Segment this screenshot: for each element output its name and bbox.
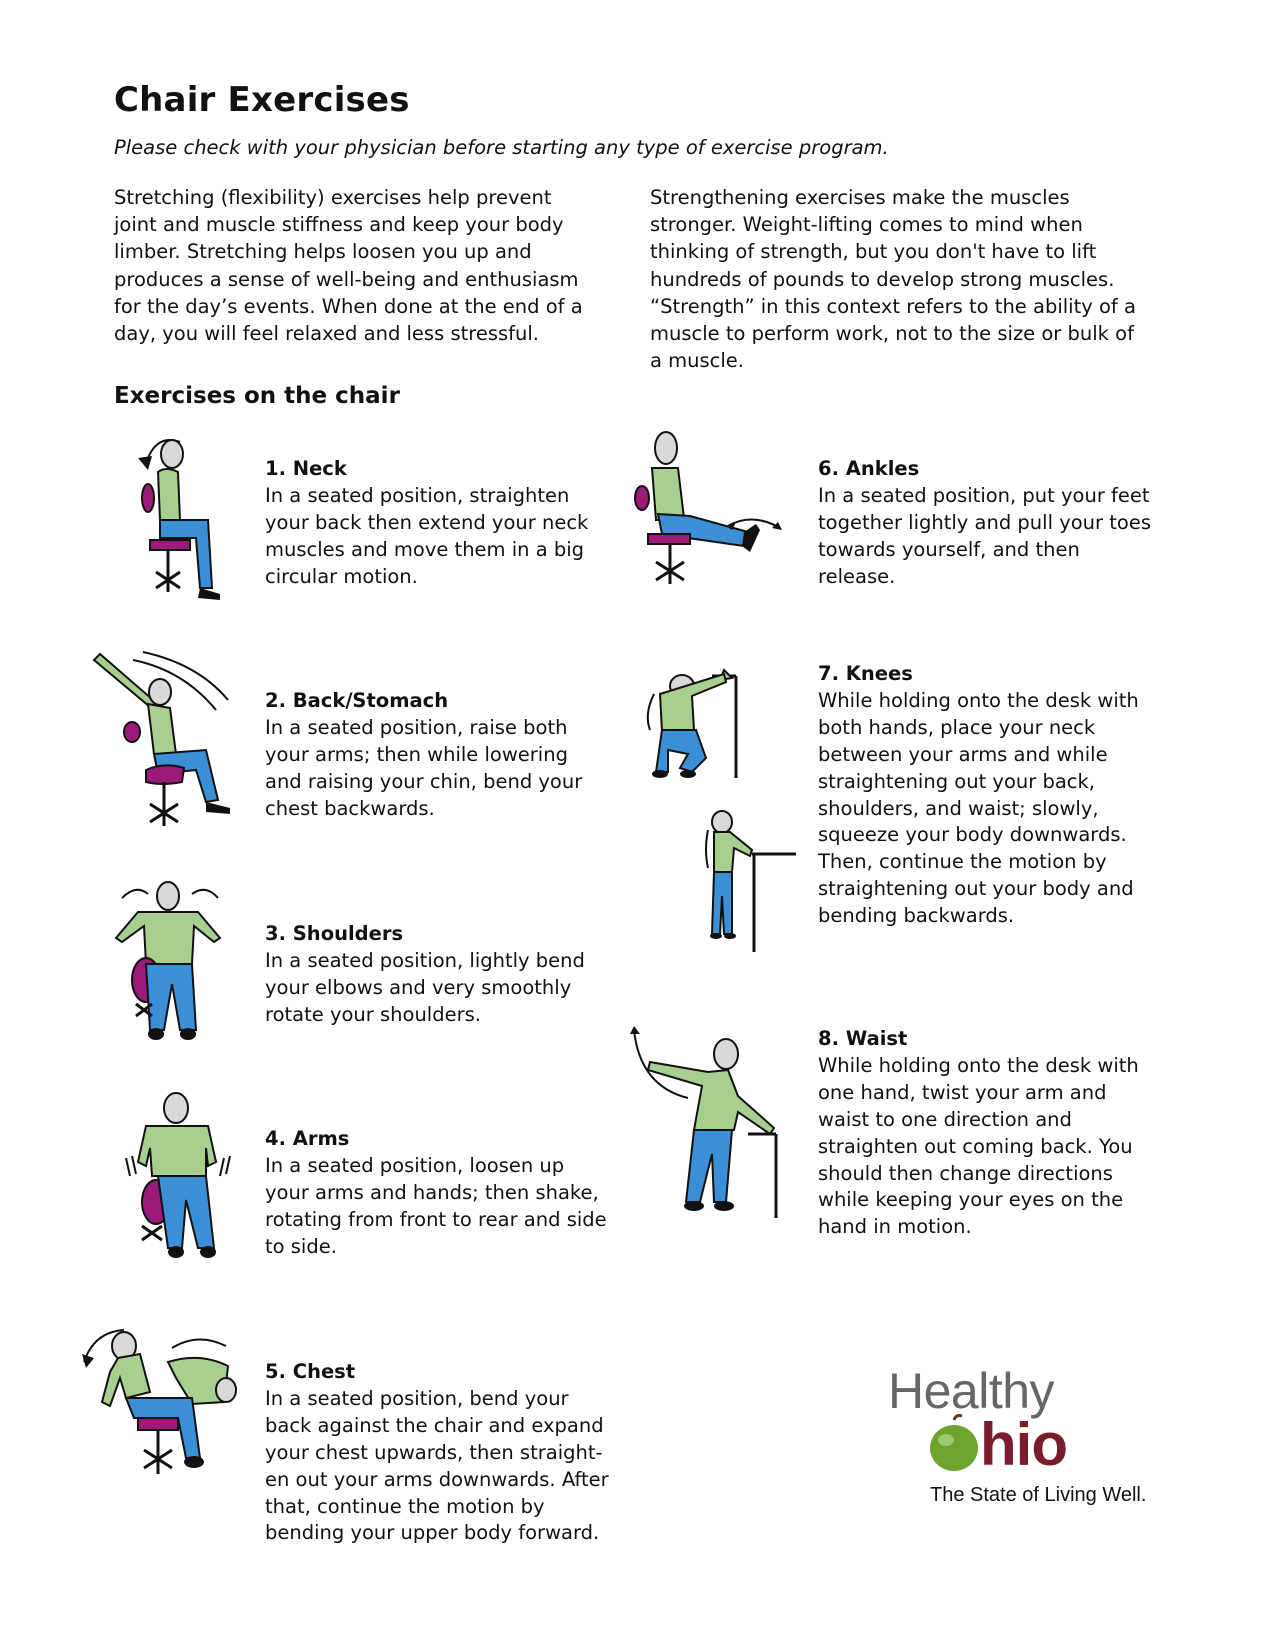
chest-exercise-figure bbox=[80, 1318, 250, 1498]
exercise-body: In a seated position, put your feet together lightly and pull your toes towards yourself, and then release. bbox=[818, 483, 1151, 588]
arms-exercise-figure bbox=[120, 1092, 240, 1272]
logo-word-healthy: Healthy bbox=[888, 1363, 1055, 1419]
section-title: Exercises on the chair bbox=[114, 383, 400, 409]
exercise-title: 1. Neck bbox=[265, 457, 347, 480]
exercise-title: 3. Shoulders bbox=[265, 922, 404, 945]
exercise-neck bbox=[265, 456, 610, 591]
exercise-title: 7. Knees bbox=[818, 662, 913, 685]
exercise-arms bbox=[265, 1126, 610, 1261]
exercise-body: In a seated position, lightly bend your elbows and very smoothly rotate your shoulders. bbox=[265, 948, 585, 1026]
page-title: Chair Exercises bbox=[114, 80, 410, 120]
exercise-title: 6. Ankles bbox=[818, 457, 920, 480]
intro-stretching: Stretching (flexibility) exercises help prevent joint and muscle stiffness and keep your body limber. Stretching helps loosen you up and produces a sense of well-being and enthusiasm for the day’s events. When done at the end of a day, you will feel relaxed and less stressful. bbox=[114, 186, 583, 346]
exercise-title: 8. Waist bbox=[818, 1027, 908, 1050]
exercise-shoulders bbox=[265, 921, 610, 1029]
ankles-exercise-figure bbox=[632, 428, 802, 608]
exercise-title: 2. Back/Stomach bbox=[265, 689, 449, 712]
healthy-ohio-logo bbox=[868, 1362, 1198, 1517]
exercise-body: While holding onto the desk with both hands, place your neck between your arms and while straightening out your back, shoulders, and waist; slowly, squeeze your body downwards. Then, continue the motion by straightening out your body and bending backwards. bbox=[818, 688, 1139, 928]
logo-tagline: The State of Living Well. bbox=[930, 1484, 1147, 1506]
back-stomach-exercise-figure bbox=[88, 650, 248, 840]
exercise-chest bbox=[265, 1359, 610, 1547]
exercise-body: In a seated position, bend your back against the chair and expand your chest upwards, then straight-en out your arms downwards. After that, continue the motion by bending your upper body forward. bbox=[265, 1386, 609, 1545]
disclaimer: Please check with your physician before starting any type of exercise program. bbox=[114, 136, 889, 159]
intro-strengthening: Strengthening exercises make the muscles stronger. Weight-lifting comes to mind when thinking of strength, but you don't have to lift hundreds of pounds to develop strong muscles. “Strength” in this context refers to the ability of a muscle to perform work, not to the size or bulk of a muscle. bbox=[650, 186, 1136, 373]
exercise-body: In a seated position, raise both your arms; then while lowering and raising your chin, bend your chest backwards. bbox=[265, 715, 583, 820]
exercise-title: 5. Chest bbox=[265, 1360, 356, 1383]
logo-word-hio: hio bbox=[980, 1411, 1067, 1478]
waist-exercise-figure bbox=[628, 1026, 798, 1226]
shoulders-exercise-figure bbox=[106, 880, 236, 1050]
exercise-title: 4. Arms bbox=[265, 1127, 350, 1150]
apple-icon bbox=[926, 1414, 982, 1474]
exercise-ankles bbox=[818, 456, 1163, 591]
knees-squat-figure bbox=[640, 668, 760, 788]
neck-exercise-figure bbox=[128, 428, 238, 628]
knees-standing-figure bbox=[700, 810, 800, 960]
exercise-back-stomach bbox=[265, 688, 610, 823]
exercise-body: In a seated position, loosen up your arms and hands; then shake, rotating from front to rear and side to side. bbox=[265, 1153, 607, 1258]
exercise-body: In a seated position, straighten your back then extend your neck muscles and move them in a big circular motion. bbox=[265, 483, 589, 588]
exercise-knees bbox=[818, 661, 1148, 930]
exercise-waist bbox=[818, 1026, 1163, 1241]
exercise-body: While holding onto the desk with one hand, twist your arm and waist to one direction and straighten out coming back. You should then change directions while keeping your eyes on the hand in motion. bbox=[818, 1053, 1139, 1239]
